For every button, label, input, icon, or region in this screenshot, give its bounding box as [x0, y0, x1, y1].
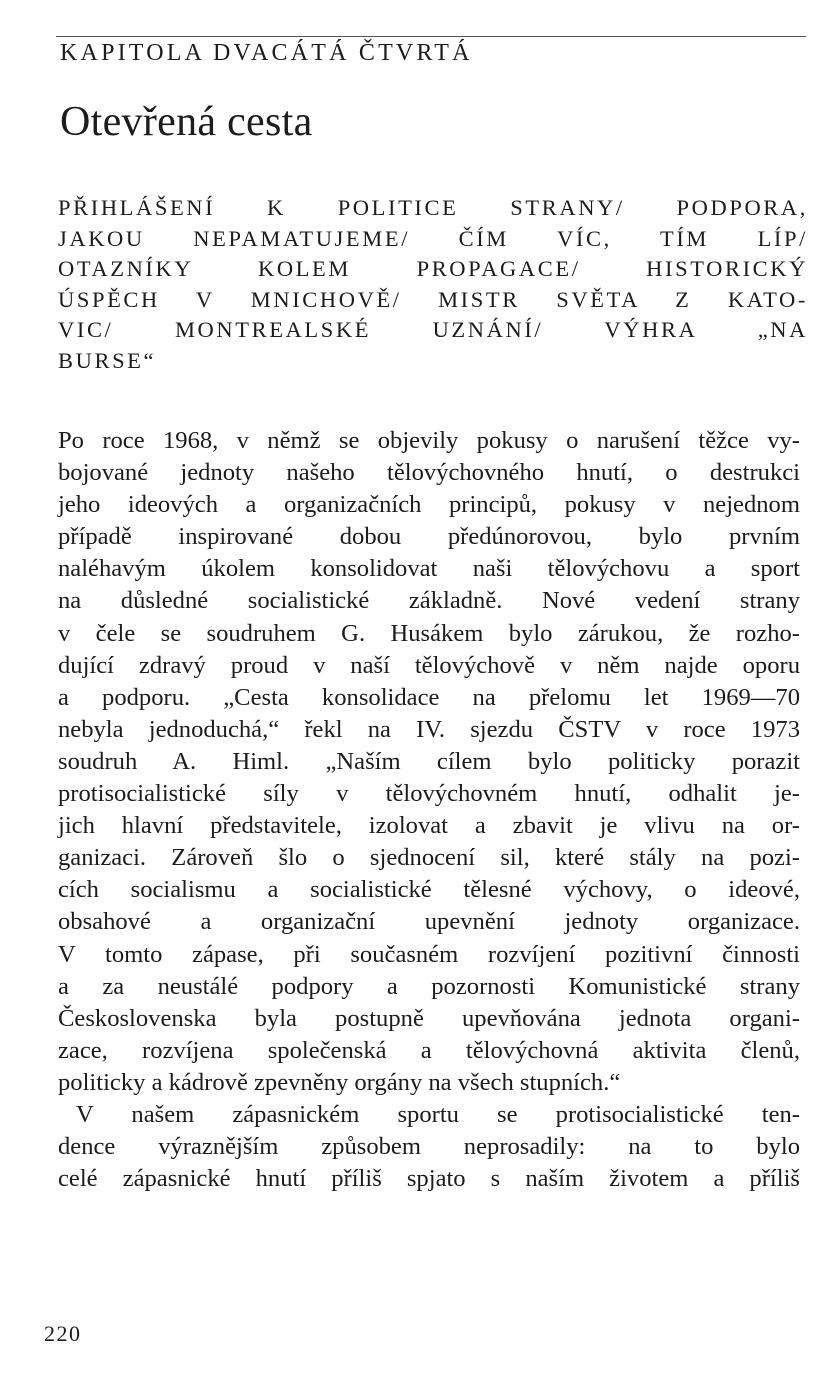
body-line: naléhavým úkolem konsolidovat naši tělovýchovu a sport: [58, 555, 800, 583]
body-line: dence výraznějším způsobem neprosadily: na to bylo: [58, 1133, 800, 1161]
body-line: zace, rozvíjena společenská a tělovýchovná aktivita členů,: [58, 1036, 800, 1064]
body-line: cích socialismu a socialistické tělesné výchovy, o ideové,: [58, 876, 800, 904]
body-line: Po roce 1968, v němž se objevily pokusy o narušení těžce vy-: [58, 427, 800, 454]
summary-line: ÚSPĚCH V MNICHOVĚ/ MISTR SVĚTA Z KATO-: [58, 286, 808, 312]
body-line: ganizaci. Zároveň šlo o sjednocení sil, které stály na pozi-: [58, 844, 800, 872]
body-line: soudruh A. Himl. „Naším cílem bylo politicky porazit: [58, 747, 800, 775]
body-line: celé zápasnické hnutí příliš spjato s naším životem a příliš: [58, 1165, 800, 1193]
body-line: a podporu. „Cesta konsolidace na přelomu let 1969—70: [58, 683, 800, 711]
chapter-summary: [58, 193, 808, 377]
chapter-title: Otevřená cesta: [60, 99, 313, 145]
chapter-label: KAPITOLA DVACÁTÁ ČTVRTÁ: [60, 40, 473, 66]
body-line: jeho ideových a organizačních principů, pokusy v nejednom: [58, 491, 800, 519]
body-line: dující zdravý proud v naší tělovýchově v něm najde oporu: [58, 651, 800, 679]
body-line: Československa byla postupně upevňována jednota organi-: [58, 1004, 800, 1032]
body-line: a za neustálé podpory a pozornosti Komunistické strany: [58, 972, 800, 1000]
body-line: nebyla jednoduchá,“ řekl na IV. sjezdu ČSTV v roce 1973: [58, 715, 800, 743]
page-number: 220: [44, 1321, 82, 1346]
body-line: protisocialistické síly v tělovýchovném hnutí, odhalit je-: [58, 780, 800, 808]
body-line: bojované jednoty našeho tělovýchovného hnutí, o destrukci: [58, 459, 800, 487]
summary-line: PŘIHLÁŠENÍ K POLITICE STRANY/ PODPORA,: [58, 195, 808, 220]
summary-line: BURSE“: [58, 347, 157, 373]
body-line: V tomto zápase, při současném rozvíjení pozitivní činnosti: [58, 940, 800, 968]
summary-line: JAKOU NEPAMATUJEME/ ČÍM VÍC, TÍM LÍP/: [58, 225, 808, 251]
body-line: v čele se soudruhem G. Husákem bylo zárukou, že rozho-: [58, 619, 800, 647]
summary-line: OTAZNÍKY KOLEM PROPAGACE/ HISTORICKÝ: [58, 256, 808, 282]
summary-line: VIC/ MONTREALSKÉ UZNÁNÍ/ VÝHRA „NA: [58, 317, 808, 343]
body-line: jich hlavní představitele, izolovat a zbavit je vlivu na or-: [58, 812, 800, 840]
body-text: [58, 425, 800, 1195]
body-line: politicky a kádrově zpevněny orgány na všech stupních.“: [58, 1068, 621, 1096]
body-line: obsahové a organizační upevnění jednoty organizace.: [58, 908, 800, 936]
body-line: na důsledné socialistické základně. Nové vedení strany: [58, 587, 800, 615]
header-rule: [56, 36, 806, 37]
body-line: V našem zápasnickém sportu se protisocialistické ten-: [76, 1100, 800, 1128]
body-line: případě inspirované dobou předúnorovou, bylo prvním: [58, 523, 800, 551]
